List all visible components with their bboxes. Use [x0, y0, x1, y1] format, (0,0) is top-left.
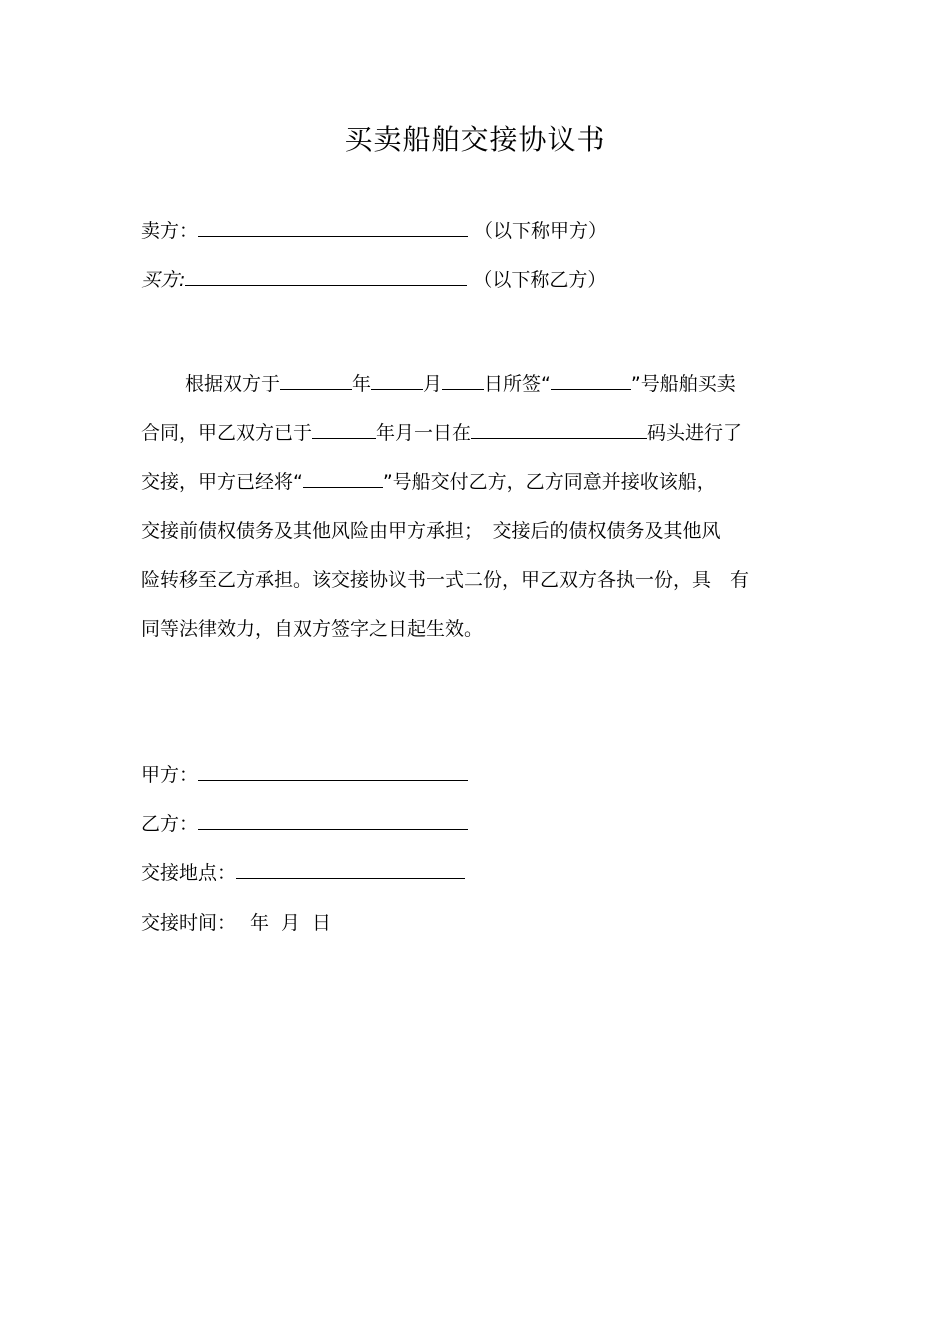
body-text: 年	[376, 422, 396, 444]
body-text: 码头进行了	[647, 422, 743, 444]
body-text: ”号船舶买卖	[630, 373, 736, 395]
handover-time-label: 交接时间：	[141, 912, 237, 934]
time-year: 年	[250, 912, 270, 934]
handover-time-line	[141, 908, 331, 935]
body-text: 合同，甲乙双方已于	[141, 422, 313, 444]
party-a-blank[interactable]	[198, 760, 468, 781]
party-b-label: 乙方：	[141, 813, 199, 835]
buyer-blank[interactable]	[185, 265, 467, 286]
party-b-line	[141, 809, 468, 836]
date-day-blank[interactable]	[442, 371, 484, 390]
seller-note: （以下称甲方）	[474, 220, 608, 242]
body-row-3	[141, 458, 801, 507]
party-a-label: 甲方：	[141, 764, 199, 786]
body-text: 根据双方于	[185, 373, 281, 395]
body-text: 月一日在	[395, 422, 472, 444]
handover-place-line	[141, 858, 465, 885]
handover-place-label: 交接地点：	[141, 862, 237, 884]
handover-year-blank[interactable]	[312, 420, 376, 439]
time-day: 日	[312, 912, 332, 934]
date-month-blank[interactable]	[371, 371, 423, 390]
dock-name-blank[interactable]	[471, 420, 647, 439]
body-text: 日所签“	[484, 373, 551, 395]
handover-place-blank[interactable]	[236, 858, 465, 879]
body-row-6: 同等法律效力，自双方签字之日起生效。	[141, 618, 484, 640]
body-text: 年	[352, 373, 372, 395]
body-text: 月	[423, 373, 443, 395]
body-text: ”号船交付乙方，乙方同意并接收该船，	[382, 471, 716, 493]
seller-blank[interactable]	[198, 216, 468, 237]
ship-name-blank[interactable]	[551, 371, 631, 390]
party-b-blank[interactable]	[198, 809, 468, 830]
document-title: 买卖船舶交接协议书	[344, 123, 606, 156]
body-text: 交接，甲方已经将“	[141, 471, 303, 493]
agreement-body	[141, 360, 801, 654]
buyer-line	[141, 265, 606, 292]
ship-number-blank[interactable]	[303, 469, 383, 488]
buyer-label: 买方:	[141, 269, 186, 291]
body-row-5: 险转移至乙方承担。该交接协议书一式二份，甲乙双方各执一份，具 有	[141, 569, 750, 591]
buyer-note: （以下称乙方）	[473, 269, 607, 291]
body-row-2	[141, 409, 801, 458]
body-row-4: 交接前债权债务及其他风险由甲方承担； 交接后的债权债务及其他风	[141, 520, 721, 542]
date-year-blank[interactable]	[280, 371, 352, 390]
seller-line	[141, 216, 607, 243]
body-row-1	[141, 360, 801, 409]
seller-label: 卖方：	[141, 220, 199, 242]
party-a-line	[141, 760, 468, 787]
time-month: 月	[281, 912, 301, 934]
